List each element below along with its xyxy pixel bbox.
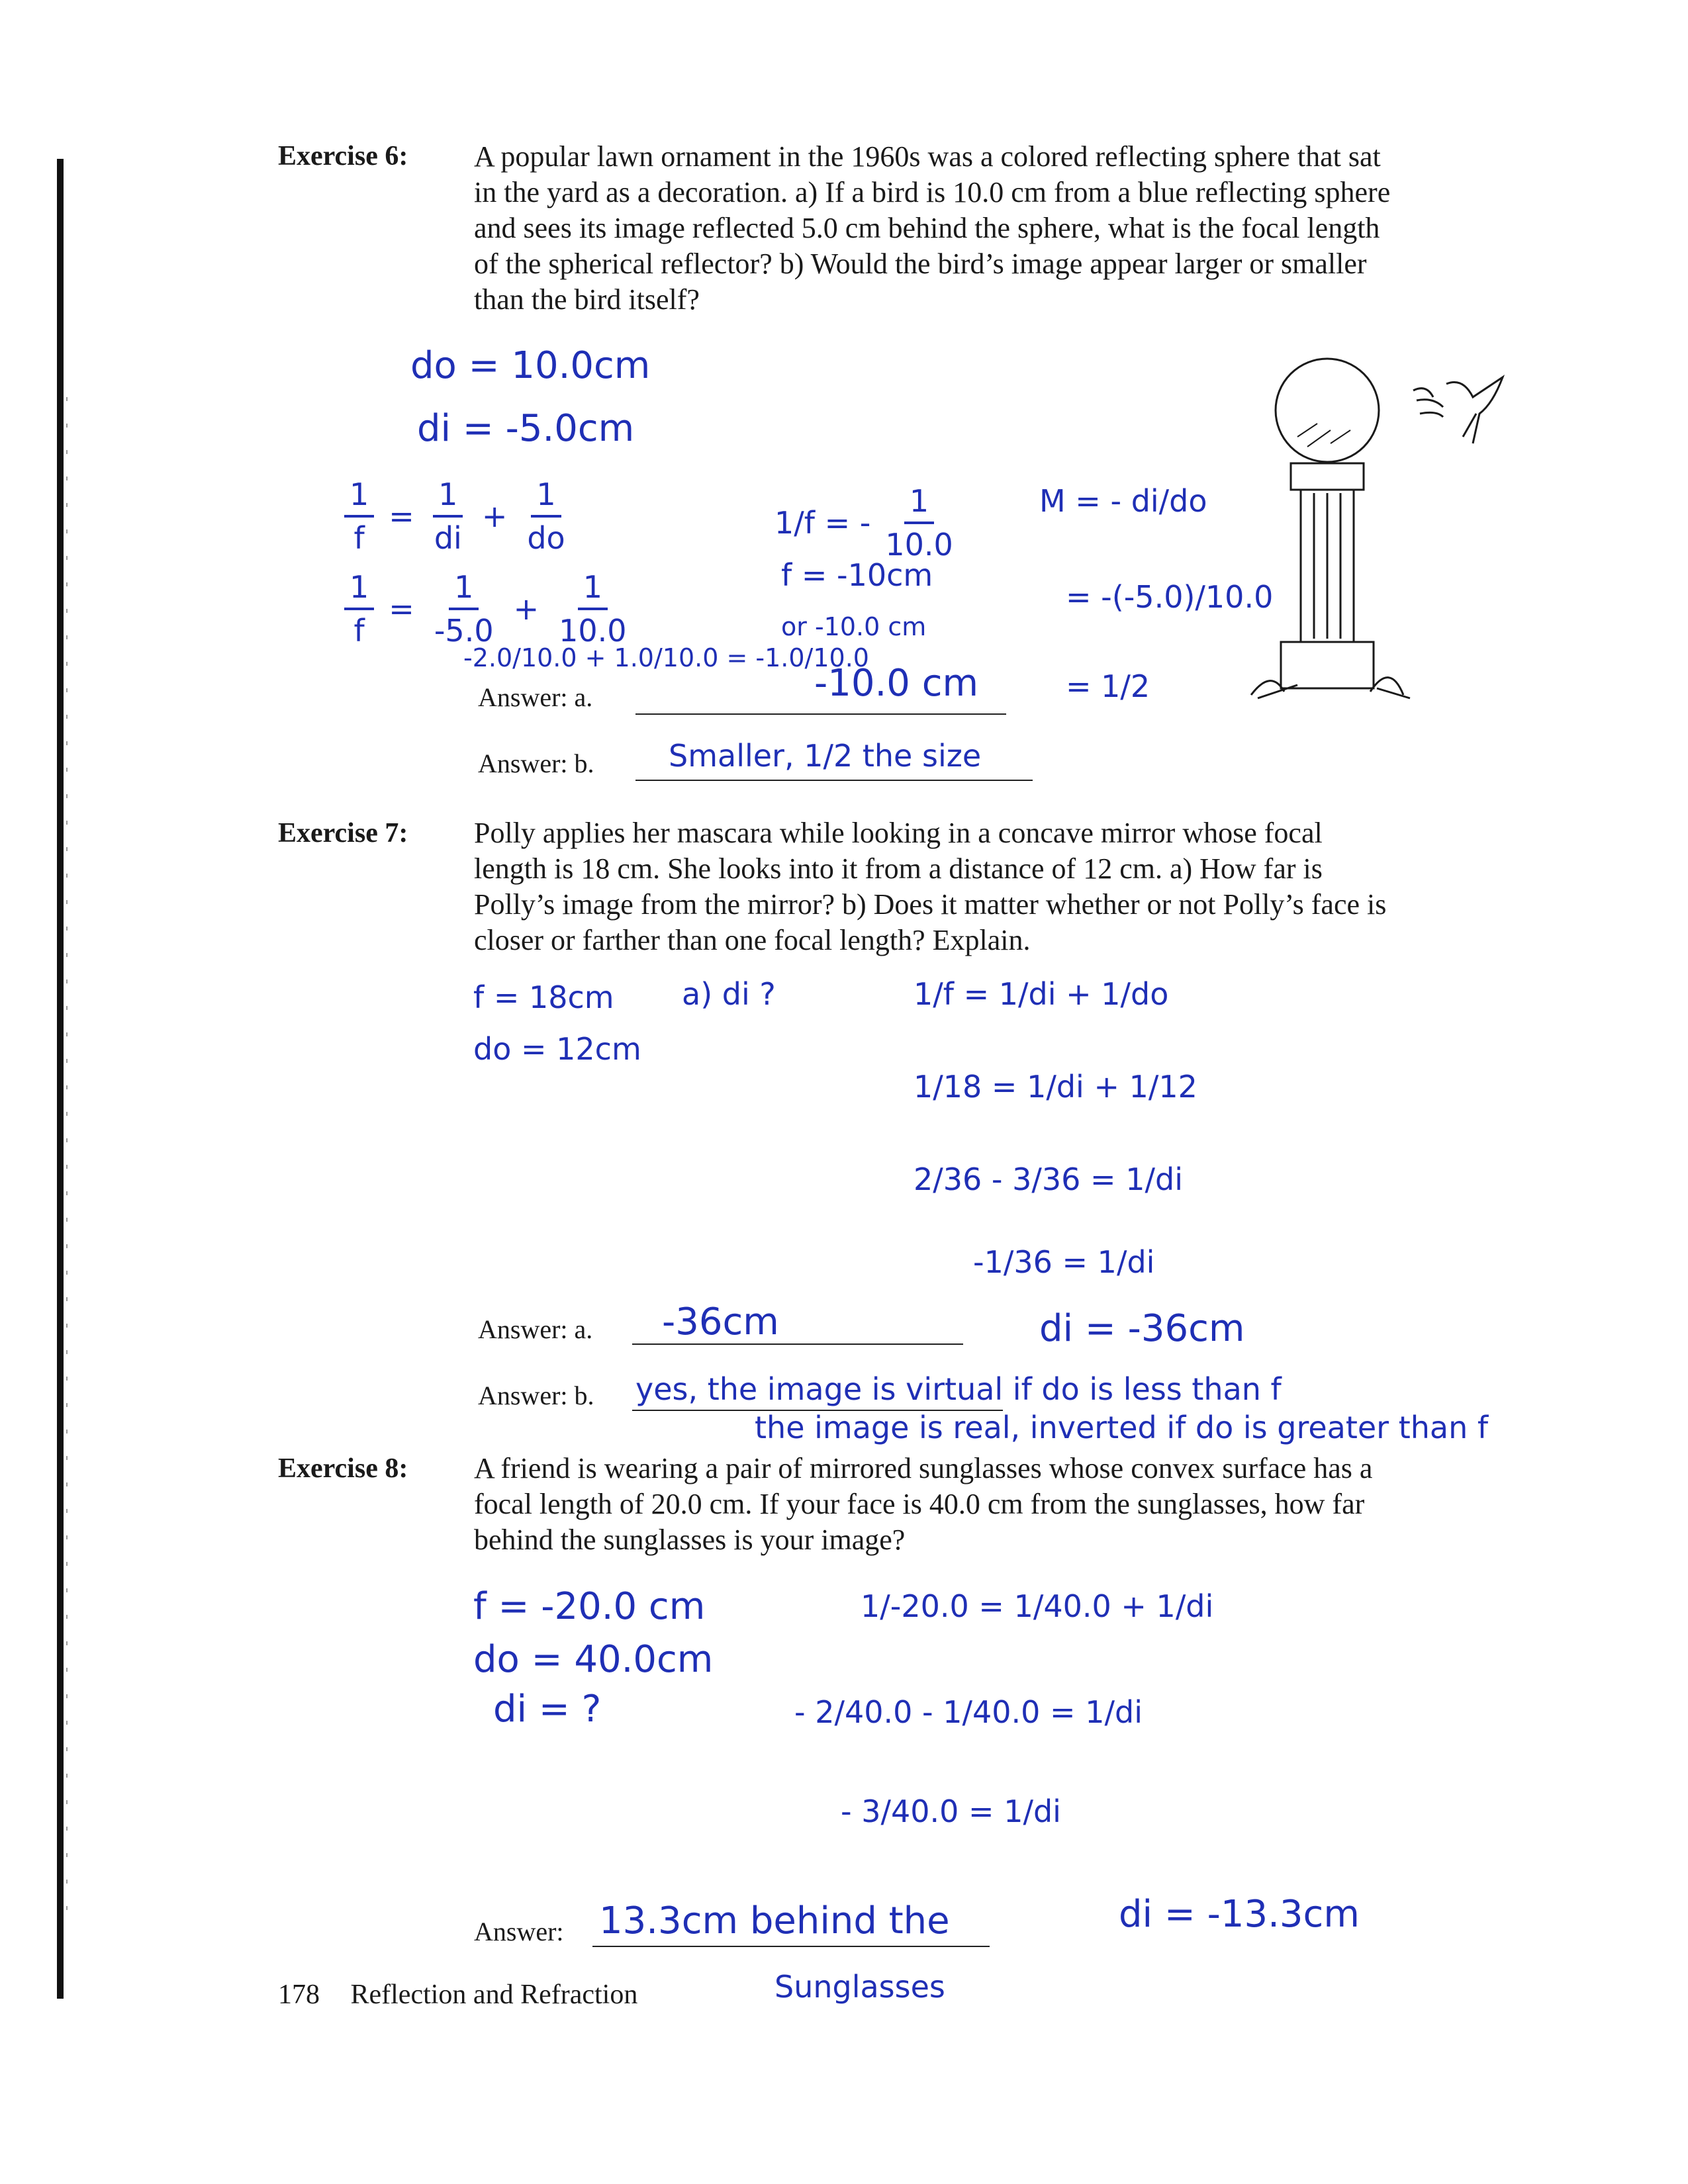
exercise-8-label: Exercise 8: [278,1453,408,1484]
pedestal-cap [1291,463,1364,490]
ex7-answer-b-line2: the image is real, inverted if do is greater than f [755,1410,1489,1445]
ex7-mirror-eq: 1/f = 1/di + 1/do [914,976,1169,1012]
ex6-line: and sees its image reflected 5.0 cm behind the sphere, what is the focal length [474,212,1380,244]
ex6-answer-b-label: Answer: b. [478,749,594,778]
ex8-answer-line [592,1946,990,1947]
ex7-line: Polly applies her mascara while looking in a concave mirror whose focal [474,817,1323,849]
ex8-given-do: do = 40.0cm [473,1638,714,1681]
reflecting-sphere-drawing [1276,359,1379,462]
frac-den: di [434,520,462,556]
exercise-7-text [474,815,1546,958]
ex7-answer-b-line1: yes, the image is virtual if do is less than f [635,1371,1282,1407]
ex7-common-denominator: 2/36 - 3/36 = 1/di [914,1161,1183,1197]
ex7-answer-a-label: Answer: a. [478,1314,593,1344]
ex7-line: Polly’s image from the mirror? b) Does it matter whether or not Polly’s face is [474,888,1387,921]
ex8-answer-line2: Sunglasses [774,1969,945,2005]
page-footer [278,1979,637,2011]
ex7-answer-a-line [632,1343,963,1345]
ex6-f-value: f = -10cm [781,557,933,593]
ex7-given-do: do = 12cm [473,1031,641,1067]
frac-num: 1 [433,477,463,518]
ex8-di-result: di = -13.3cm [1119,1893,1360,1936]
ex7-line: length is 18 cm. She looks into it from a distance of 12 cm. a) How far is [474,852,1323,885]
ex7-line: closer or farther than one focal length? Explain. [474,924,1031,956]
ex8-common-denominator: - 2/40.0 - 1/40.0 = 1/di [794,1694,1143,1730]
ex8-mirror-eq: 1/-20.0 = 1/40.0 + 1/di [861,1588,1214,1624]
exercise-7-label: Exercise 7: [278,818,408,848]
ex7-di-result: di = -36cm [1039,1307,1245,1350]
margin-marks [66,397,68,1919]
f-eq-lhs: 1/f = - [774,505,871,541]
frac-den: f [353,520,365,556]
frac-den: -5.0 [434,613,494,649]
ex6-magnification-eq: M = - di/do [1039,483,1207,519]
page-number: 178 [278,1979,320,2010]
ex6-answer-b: Smaller, 1/2 the size [669,738,982,774]
binder-edge [57,159,64,1999]
ex7-question: a) di ? [682,976,776,1012]
pedestal-base [1281,642,1374,688]
ex6-given-do: do = 10.0cm [410,344,651,387]
ex6-given-di: di = -5.0cm [417,407,635,450]
ex8-answer-label: Answer: [474,1917,564,1946]
ex6-line: A popular lawn ornament in the 1960s was a colored reflecting sphere that sat [474,140,1381,173]
exercise-8-text [474,1451,1546,1558]
frac-num: 1 [344,477,374,518]
frac-num: 1 [449,569,479,610]
ex7-answer-b-label: Answer: b. [478,1381,594,1410]
ex7-answer-a: -36cm [662,1300,779,1343]
ex6-answer-a-label: Answer: a. [478,682,593,712]
ex7-substitute-eq: 1/18 = 1/di + 1/12 [914,1069,1197,1105]
ex6-magnification-result: = 1/2 [1066,668,1150,704]
ex6-answer-a-line [635,713,1006,715]
ex6-line: than the bird itself? [474,283,700,316]
ex8-answer-line1: 13.3cm behind the [599,1899,950,1942]
ex8-given-di: di = ? [493,1688,602,1731]
section-title: Reflection and Refraction [350,1979,638,2010]
frac-den: f [353,613,365,649]
ex6-substitute-eq: $\frac{1}{f}$ = $\frac{1}{-5.0}$ + $\frac{1}{10.0}$ [344,569,632,649]
sphere-pedestal-sketch [1244,351,1549,721]
ex6-sum-step: -2.0/10.0 + 1.0/10.0 = -1.0/10.0 [463,643,869,672]
frac-den: 10.0 [885,527,953,563]
bird-drawing [1446,377,1503,443]
frac-num: 1 [904,483,934,524]
frac-num: 1 [531,477,561,518]
frac-num: 1 [344,569,374,610]
ex8-line: focal length of 20.0 cm. If your face is 40.0 cm from the sunglasses, how far [474,1488,1365,1520]
ex6-mirror-eq: $\frac{1}{f}$ = $\frac{1}{di}$ + $\frac{1}{do}$ [344,477,571,556]
ex8-given-f: f = -20.0 cm [473,1585,706,1628]
ex8-line: A friend is wearing a pair of mirrored sunglasses whose convex surface has a [474,1452,1373,1484]
ex7-combined: -1/36 = 1/di [973,1244,1155,1280]
ex6-line: of the spherical reflector? b) Would the bird’s image appear larger or smaller [474,248,1367,280]
ex6-magnification-step: = -(-5.0)/10.0 [1066,579,1274,615]
ex7-given-f: f = 18cm [473,979,614,1015]
exercise-6-label: Exercise 6: [278,141,408,171]
frac-den: 10.0 [559,613,627,649]
ex6-answer-a: -10.0 cm [814,662,979,705]
ex6-line: in the yard as a decoration. a) If a bird is 10.0 cm from a blue reflecting sphere [474,176,1391,208]
ex8-line: behind the sunglasses is your image? [474,1524,906,1556]
ex6-f-fraction [774,483,959,563]
frac-den: do [527,520,565,556]
ex6-answer-b-line [635,780,1033,781]
frac-num: 1 [578,569,608,610]
ex8-combined: - 3/40.0 = 1/di [841,1794,1061,1829]
ex6-f-value-alt: or -10.0 cm [781,612,927,641]
exercise-6-text [474,139,1533,318]
